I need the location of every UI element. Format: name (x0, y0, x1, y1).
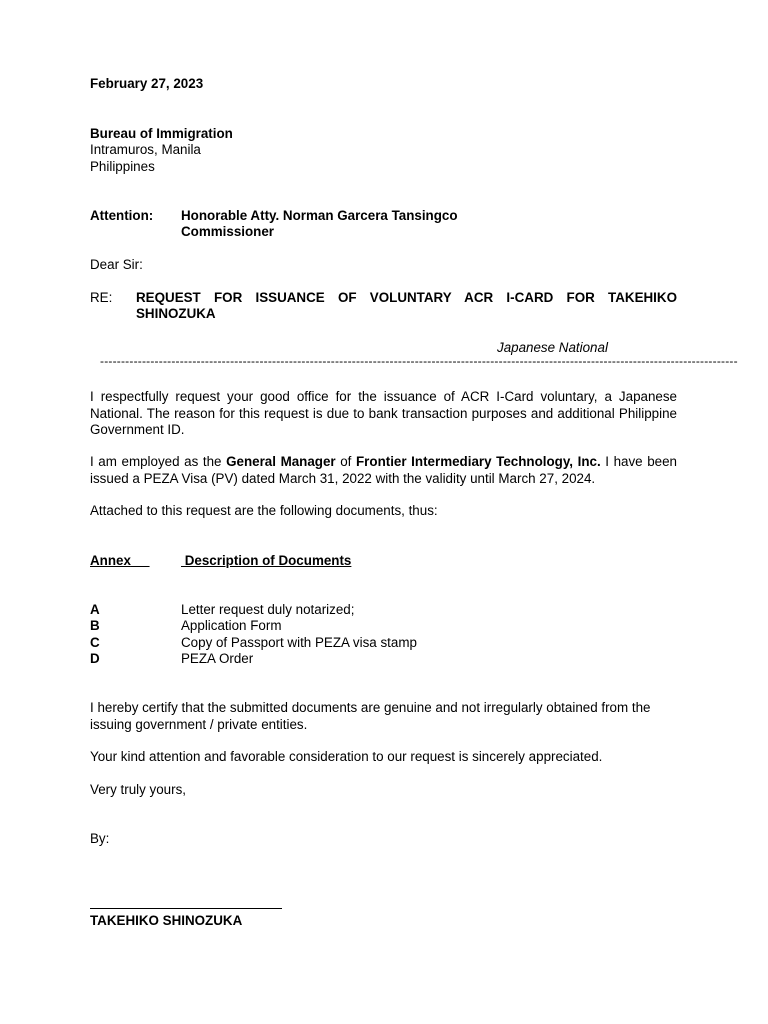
annex-letter: B (90, 618, 100, 633)
annex-letter: D (90, 651, 100, 666)
re-subject-line1: REQUEST FOR ISSUANCE OF VOLUNTARY ACR I-CARD FOR TAKEHIKO (136, 290, 677, 305)
recipient-org: Bureau of Immigration (90, 126, 233, 141)
closing: Very truly yours, (90, 782, 186, 797)
re-label: RE: (90, 290, 113, 305)
description-column-header: Description of Documents (181, 553, 352, 568)
divider-line: -------------------------------------------------------------------------------------------------------------------------------------------------------- (100, 354, 738, 368)
paragraph-employment (90, 454, 677, 487)
signature-line (90, 908, 282, 909)
paragraph-request: I respectfully request your good office for the issuance of ACR I-Card voluntary, a Japanese National. The reason for this request is due to bank transaction purposes and additional Philippine Government ID. (90, 389, 677, 437)
paragraph-certification: I hereby certify that the submitted documents are genuine and not irregularly obtained from the issuing government / private entities. (90, 700, 651, 732)
salutation: Dear Sir: (90, 257, 143, 272)
annex-letter: A (90, 602, 100, 617)
recipient-address-line2: Philippines (90, 159, 155, 174)
employment-role: General Manager (226, 454, 336, 469)
annex-column-header: Annex (90, 553, 131, 568)
annex-description: Copy of Passport with PEZA visa stamp (181, 635, 417, 650)
annex-letter: C (90, 635, 100, 650)
attention-label: Attention: (90, 208, 154, 223)
signatory-name: TAKEHIKO SHINOZUKA (90, 913, 243, 928)
employment-text-2: of (335, 454, 356, 469)
employment-text-3: I have been issued a PEZA Visa (PV) dated March 31, 2022 with the validity until March 27, 2024. (90, 454, 678, 486)
annex-description: PEZA Order (181, 651, 254, 666)
annex-description: Application Form (181, 618, 282, 633)
re-subject-line2: SHINOZUKA (136, 306, 216, 321)
attention-title: Commissioner (181, 224, 275, 239)
paragraph-appreciation: Your kind attention and favorable consideration to our request is sincerely appreciated. (90, 749, 603, 764)
paragraph-attachments: Attached to this request are the following documents, thus: (90, 503, 438, 518)
re-nationality: Japanese National (497, 340, 608, 355)
employment-text-1: I am employed as the (90, 454, 227, 469)
employment-company: Frontier Intermediary Technology, Inc. (356, 454, 601, 469)
letter-date: February 27, 2023 (90, 76, 204, 91)
recipient-address-line1: Intramuros, Manila (90, 142, 201, 157)
by-label: By: (90, 831, 110, 846)
annex-description: Letter request duly notarized; (181, 602, 355, 617)
attention-name: Honorable Atty. Norman Garcera Tansingco (181, 208, 458, 223)
